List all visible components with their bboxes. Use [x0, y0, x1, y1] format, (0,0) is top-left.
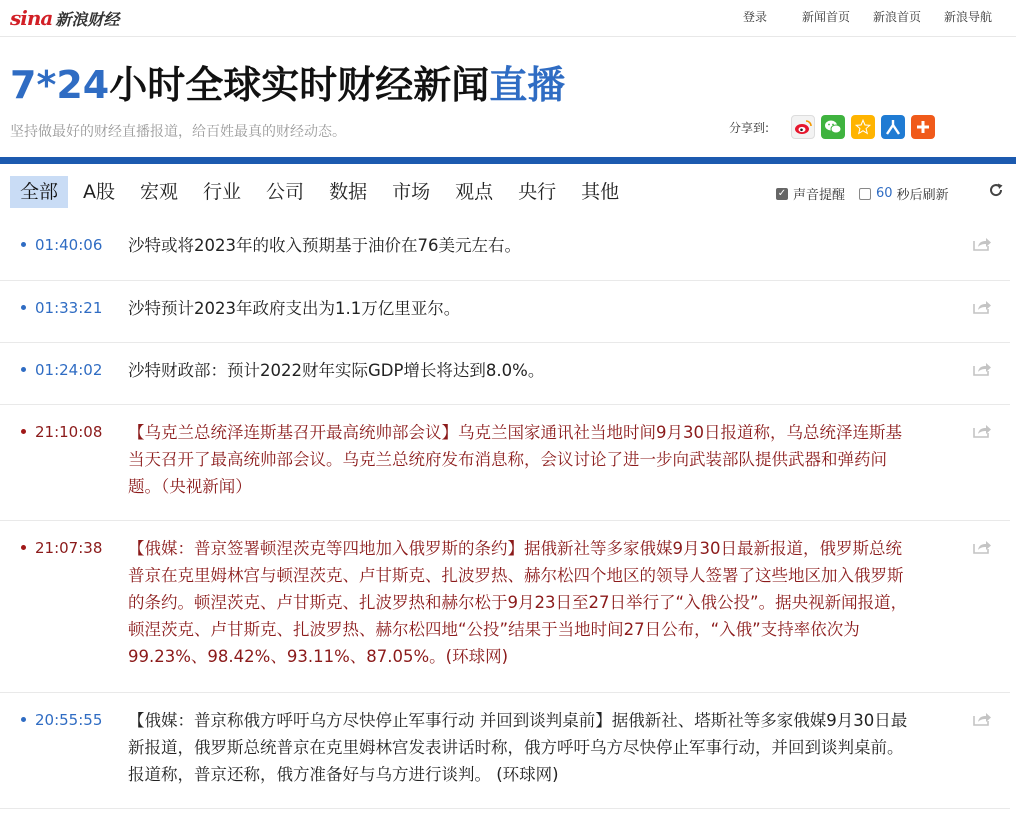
tab-opinion[interactable]: 观点 — [455, 181, 494, 203]
tab-other[interactable]: 其他 — [581, 181, 620, 203]
news-home-link[interactable]: 新闻首页 — [801, 10, 850, 24]
bullet-dot — [21, 305, 26, 310]
tab-macro[interactable]: 宏观 — [140, 181, 179, 203]
share-icon[interactable] — [972, 299, 992, 315]
wechat-icon[interactable] — [821, 115, 845, 139]
favorite-icon[interactable] — [851, 115, 875, 139]
sound-alert-label: 声音提醒 — [793, 188, 846, 203]
bullet-dot — [21, 429, 26, 434]
share-icon[interactable] — [972, 539, 992, 555]
feed-item — [0, 693, 1010, 809]
tab-industry[interactable]: 行业 — [203, 181, 242, 203]
tab-all[interactable]: 全部 — [10, 176, 68, 208]
top-links — [743, 8, 992, 25]
bullet-dot — [21, 367, 26, 372]
feed-time: 01:24:02 — [35, 361, 103, 379]
sound-alert-checkbox[interactable]: ✓ — [777, 187, 787, 199]
bullet-dot — [21, 545, 26, 550]
share-icon[interactable] — [972, 236, 992, 252]
feed-text[interactable]: 【乌克兰总统泽连斯基召开最高统帅部会议】乌克兰国家通讯社当地时间9月30日报道称，乌总统泽连斯基当天召开了最高统帅部会议。乌克兰总统府发布消息称，会议讨论了进一步向武装部队提供武器和弹药问题。（央视新闻） — [128, 423, 902, 496]
feed-time: 01:40:06 — [35, 236, 103, 254]
share-icon[interactable] — [972, 361, 992, 377]
share-bar — [729, 115, 941, 139]
share-label: 分享到: — [729, 120, 770, 135]
auto-refresh-option[interactable] — [859, 184, 949, 203]
feed-text[interactable]: 沙特财政部：预计2022财年实际GDP增长将达到8.0%。 — [128, 361, 545, 380]
top-bar — [0, 0, 1016, 37]
category-tabs — [10, 176, 634, 208]
page-title — [10, 54, 565, 109]
refresh-label: 秒后刷新 — [896, 188, 949, 203]
share-icon[interactable] — [972, 423, 992, 439]
feed-text[interactable]: 【俄媒：普京称俄方呼吁乌方尽快停止军事行动 并回到谈判桌前】据俄新社、塔斯社等多家俄媒9月30日最新报道，俄罗斯总统普京在克里姆林宫发表讲话时称，俄方呼吁乌方尽快停止军事行动，并回到谈判桌前。报道称，普京还称，俄方准备好与乌方进行谈判。 (环球网) — [128, 711, 908, 784]
feed-time: 01:33:21 — [35, 299, 103, 317]
share-icon[interactable] — [972, 711, 992, 727]
refresh-icon[interactable] — [988, 182, 1004, 203]
news-feed — [0, 218, 1010, 809]
sina-logo-mark: sina — [10, 6, 53, 30]
bullet-dot — [21, 242, 26, 247]
tab-data[interactable]: 数据 — [329, 181, 368, 203]
feed-time: 21:07:38 — [35, 539, 103, 557]
feed-item — [0, 521, 1010, 693]
tab-central-bank[interactable]: 央行 — [518, 181, 557, 203]
feed-item — [0, 218, 1010, 281]
title-middle: 小时全球实时财经新闻 — [109, 63, 490, 107]
header-divider — [0, 157, 1016, 164]
renren-icon[interactable] — [881, 115, 905, 139]
sina-finance-logo[interactable] — [10, 6, 119, 30]
slogan: 坚持做最好的财经直播报道，给百姓最真的财经动态。 — [10, 124, 346, 140]
tab-market[interactable]: 市场 — [392, 181, 431, 203]
feed-text[interactable]: 【俄媒：普京签署顿涅茨克等四地加入俄罗斯的条约】据俄新社等多家俄媒9月30日最新报道，俄罗斯总统普京在克里姆林宫与顿涅茨克、卢甘斯克、扎波罗热、赫尔松四个地区的领导人签署了这些地区加入俄罗斯的条约。顿涅茨克、卢甘斯克、扎波罗热和赫尔松于9月23日至27日举行了“入俄公投”。据央视新闻报道，顿涅茨克、卢甘斯克、扎波罗热、赫尔松四地“公投”结果于当地时间27日公布，“入俄”支持率依次为99.23%、98.42%、93.11%、87.05%。(环球网) — [128, 539, 908, 666]
feed-options — [776, 184, 949, 203]
feed-time: 21:10:08 — [35, 423, 103, 441]
logo-text: 新浪财经 — [55, 9, 120, 29]
refresh-seconds: 60 — [876, 186, 893, 201]
title-prefix: 7*24 — [10, 63, 110, 107]
sina-nav-link[interactable]: 新浪导航 — [943, 10, 992, 24]
feed-item — [0, 405, 1010, 521]
sina-home-link[interactable]: 新浪首页 — [872, 10, 921, 24]
feed-text[interactable]: 沙特或将2023年的收入预期基于油价在76美元左右。 — [128, 236, 521, 255]
feed-item — [0, 281, 1010, 343]
auto-refresh-checkbox[interactable] — [859, 188, 871, 200]
login-link[interactable]: 登录 — [742, 10, 767, 24]
feed-text[interactable]: 沙特预计2023年政府支出为1.1万亿里亚尔。 — [128, 299, 461, 318]
feed-item — [0, 343, 1010, 405]
sound-alert-option[interactable] — [776, 184, 845, 203]
more-share-icon[interactable] — [911, 115, 935, 139]
weibo-icon[interactable] — [791, 115, 815, 139]
tab-a-shares[interactable]: A股 — [83, 181, 116, 203]
title-suffix: 直播 — [489, 63, 566, 107]
tab-company[interactable]: 公司 — [266, 181, 305, 203]
feed-time: 20:55:55 — [35, 711, 103, 729]
bullet-dot — [21, 717, 26, 722]
